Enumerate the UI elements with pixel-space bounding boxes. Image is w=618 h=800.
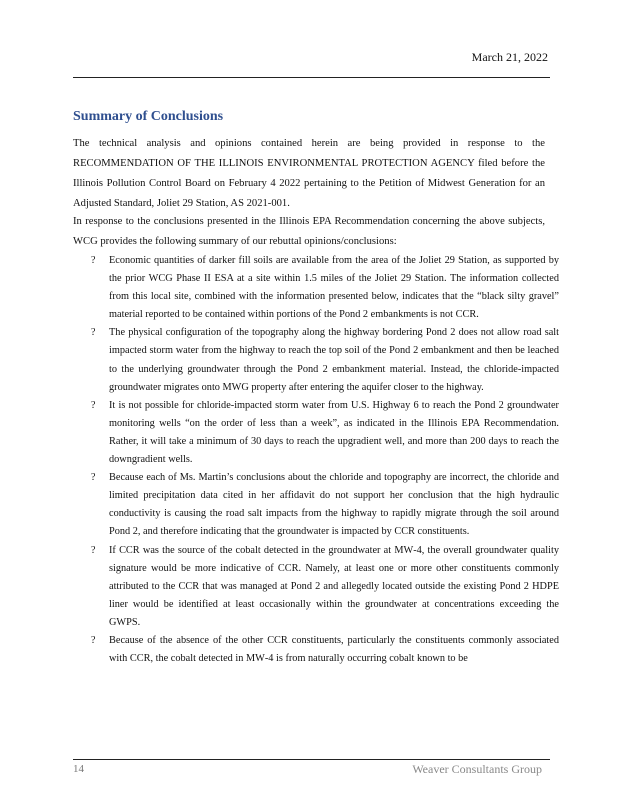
header-rule bbox=[73, 77, 550, 78]
list-item-text: Economic quantities of darker fill soils are available from the area of the Joliet 29 Station, as supported by the prior WCG Phase II ESA at a site within 1.5 miles of the Joliet 29 Station. The information collected from this local site, combined with the information presented below, indicates that the “black silty gravel” material reported to be contained within portions of the Pond 2 embankments is not CCR. bbox=[109, 255, 559, 321]
footer-rule bbox=[73, 759, 550, 760]
list-item bbox=[73, 397, 559, 469]
bullet-icon: ? bbox=[91, 634, 96, 646]
intro-paragraph: The technical analysis and opinions contained herein are being provided in response to the RECOMMENDATION OF THE ILLINOIS ENVIRONMENTAL PROTECTION AGENCY filed before the Illinois Pollution Control Board on February 4 2022 pertaining to the Petition of Midwest Generation for an Adjusted Standard, Joliet 29 Station, AS 2021‑001. bbox=[73, 138, 545, 209]
header-date: March 21, 2022 bbox=[471, 50, 548, 64]
conclusions-list bbox=[73, 252, 559, 668]
list-item-text: It is not possible for chloride‑impacted storm water from U.S. Highway 6 to reach the Pond 2 groundwater monitoring wells “on the order of less than a week”, as indicated in the Illinois EPA Recommendation. Rather, it will take a minimum of 30 days to reach the upgradient well, and more than 200 days to reach the downgradient wells. bbox=[109, 399, 559, 466]
list-item-text: If CCR was the source of the cobalt detected in the groundwater at MW‑4, the overall groundwater quality signature would be more indicative of CCR. Namely, at least one or more other constituents commonly attributed to the CCR that was managed at Pond 2 and allegedly located outside the existing Pond 2 HDPE liner would be identified at least occasionally within the groundwater at concentrations exceeding the GWPS. bbox=[109, 544, 559, 628]
response-paragraph: In response to the conclusions presented in the Illinois EPA Recommendation concerning the above subjects, WCG provides the following summary of our rebuttal opinions/conclusions: bbox=[73, 216, 545, 247]
list-item bbox=[73, 632, 559, 668]
list-item-text: Because each of Ms. Martin’s conclusions about the chloride and topography are incorrect, the chloride and limited precipitation data cited in her affidavit do not support her conclusion that the high hydraulic conductivity is causing the road salt impacts from the highway to rapidly migrate through the soil around Pond 2, and therefore indicating that the groundwater is impacted by CCR constituents. bbox=[109, 472, 559, 538]
page-number: 14 bbox=[73, 763, 84, 775]
list-item-text: Because of the absence of the other CCR constituents, particularly the constituents commonly associated with CCR, the cobalt detected in MW‑4 is from naturally occurring cobalt known to be bbox=[109, 634, 559, 665]
section-heading: Summary of Conclusions bbox=[73, 109, 224, 124]
list-item bbox=[73, 324, 559, 396]
list-item bbox=[73, 252, 559, 324]
bullet-icon: ? bbox=[91, 472, 96, 484]
bullet-icon: ? bbox=[91, 255, 96, 266]
footer-company: Weaver Consultants Group bbox=[412, 762, 542, 776]
bullet-icon: ? bbox=[91, 399, 96, 411]
bullet-icon: ? bbox=[91, 544, 96, 556]
list-item bbox=[73, 469, 559, 541]
list-item bbox=[73, 542, 559, 632]
list-item-text: The physical configuration of the topography along the highway bordering Pond 2 does not allow road salt impacted storm water from the highway to reach the top soil of the Pond 2 embankment and then be leached to the underlying groundwater through the Pond 2 embankment material. Instead, the chloride‑impacted groundwater migrates onto MWG property after entering the aquifer closer to the highway. bbox=[109, 327, 559, 393]
bullet-icon: ? bbox=[91, 327, 96, 339]
